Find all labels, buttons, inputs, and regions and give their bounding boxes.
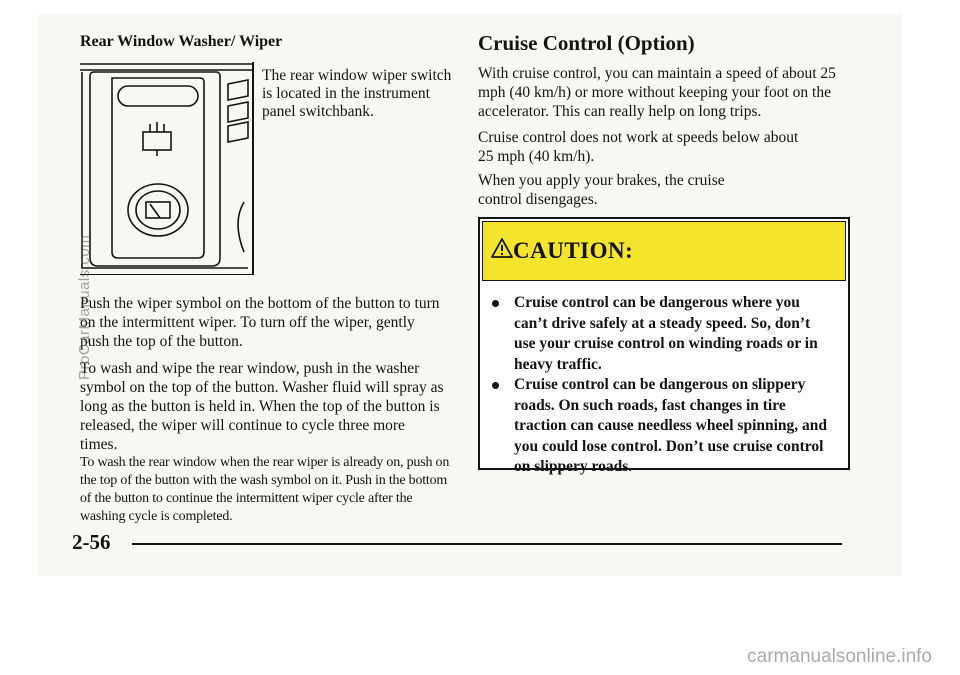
caution-item-text: Cruise control can be dangerous where you can’t drive safely at a steady speed. So, don’t use your cruise control on winding roads or in heavy traffic. [514,294,818,373]
caution-box [478,217,850,475]
warning-triangle-icon [491,238,513,258]
wiper-switch-illustration [80,62,254,275]
wiper-switch-location-text: The rear window wiper switch is located in the instrument panel switchbank. [262,67,452,120]
cruise-paragraph-2: Cruise control does not work at speeds below about 25 mph (40 km/h). [478,129,799,165]
vertical-watermark: ProCarManuals.com [76,234,93,380]
section-heading-cruise-control: Cruise Control (Option) [478,31,695,55]
caution-header [482,221,846,281]
wiper-paragraph-1: Push the wiper symbol on the bottom of the button to turn on the intermittent wiper. To turn off the wiper, gently push the top of the button. [80,295,440,350]
caution-item [490,375,830,478]
section-heading-rear-wiper: Rear Window Washer/ Wiper [80,33,283,50]
cruise-paragraph-3: When you apply your brakes, the cruise control disengages. [478,172,725,208]
caution-title: CAUTION: [513,238,634,263]
caution-item-text: Cruise control can be dangerous on slippery roads. On such roads, fast changes in tire traction can cause needless wheel spinning, and you could lose control. Don’t use cruise control on slippery roads. [514,376,828,475]
wiper-paragraph-3: To wash the rear window when the rear wiper is already on, push on the top of the button with the wash symbol on it. Push in the bottom of the button to continue the intermittent wiper cycle after the washing cycle is completed. [80,455,450,524]
caution-item [490,293,830,375]
bullet-icon [492,300,499,307]
bullet-icon [492,382,499,389]
wiper-paragraph-2: To wash and wipe the rear window, push in the washer symbol on the top of the button. Washer fluid will spray as long as the button is held in. When the top of the button is released, the wiper will continue to cycle three more times. [80,360,444,453]
footer-rule [132,543,842,545]
page-number: 2-56 [72,530,111,554]
cruise-paragraph-1: With cruise control, you can maintain a speed of about 25 mph (40 km/h) or more without keeping your foot on the accelerator. This can really help on long trips. [478,65,836,120]
caution-list [490,293,830,478]
bottom-watermark: carmanualsonline.info [747,646,932,667]
wiper-switch-drawing [80,62,252,274]
